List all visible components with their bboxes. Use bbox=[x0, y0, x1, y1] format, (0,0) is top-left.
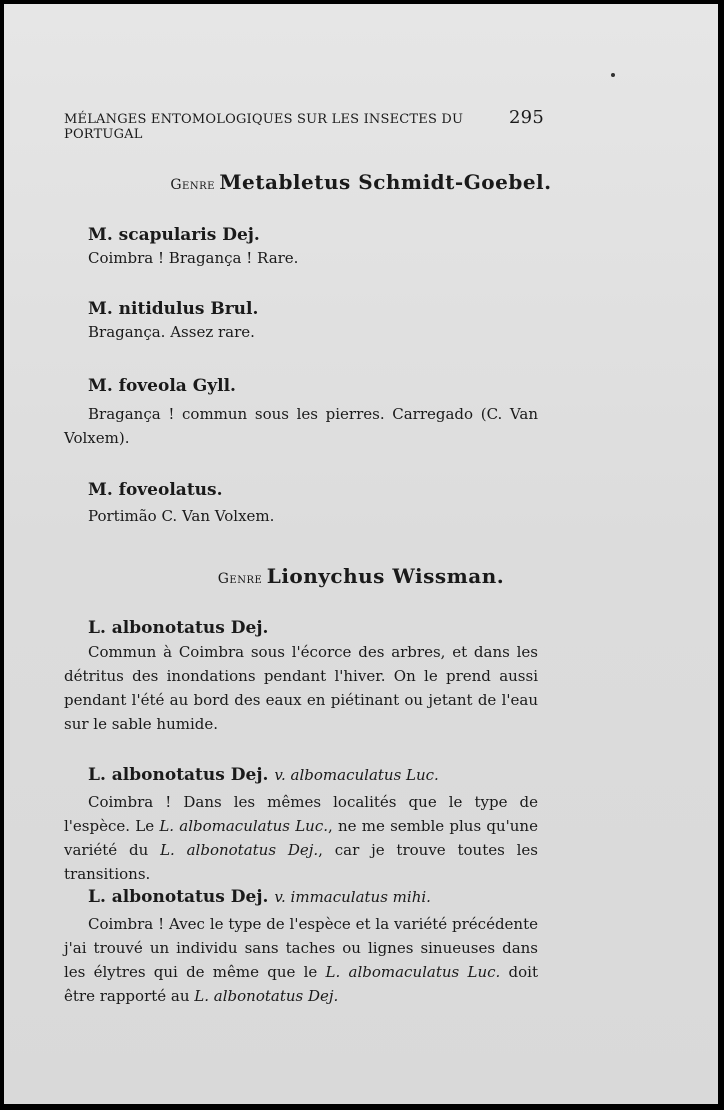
variety-name: v. immaculatus mihi. bbox=[274, 888, 431, 906]
species-text: Commun à Coimbra sous l'écorce des arbres, et dans les détritus des inondations pendant l'hiver. On le prend aussi pendant l'été au bord des eaux en piétinant ou jetant de l'eau sur le sable humide. bbox=[64, 643, 538, 733]
running-head-title: MÉLANGES ENTOMOLOGIQUES SUR LES INSECTES DU PORTUGAL bbox=[64, 112, 464, 142]
species-text: Coimbra ! Bragança ! Rare. bbox=[88, 249, 299, 267]
text-part: Coimbra ! Dans les mêmes localités que le type de l'espèce. Le bbox=[64, 793, 538, 835]
species-heading: M. scapularis Dej. bbox=[88, 225, 260, 245]
species-name: L. albonotatus Dej. bbox=[88, 765, 269, 785]
running-head bbox=[64, 107, 544, 142]
species-text: Portimão C. Van Volxem. bbox=[88, 507, 275, 525]
species-name: L. albonotatus Dej. bbox=[88, 887, 269, 907]
genus-heading-metabletus bbox=[4, 170, 718, 194]
taxon-italic: L. albonotatus Dej. bbox=[194, 987, 339, 1005]
speck-mark bbox=[611, 73, 615, 77]
genus-name: Lionychus Wissman. bbox=[266, 564, 505, 588]
taxon-italic: L. albomaculatus Luc. bbox=[159, 817, 329, 835]
species-heading: M. foveola Gyll. bbox=[88, 376, 236, 396]
genus-label: Genre bbox=[217, 571, 263, 587]
species-heading bbox=[88, 887, 431, 907]
variety-name: v. albomaculatus Luc. bbox=[274, 766, 439, 784]
text-part: Coimbra ! Avec le type de l'espèce et la variété précédente j'ai trouvé un individu sans taches ou lignes sinueuses dans les élytres qui de même que le bbox=[64, 915, 538, 981]
species-heading: L. albonotatus Dej. bbox=[88, 618, 269, 638]
species-text: Bragança ! commun sous les pierres. Carregado (C. Van Volxem). bbox=[64, 405, 538, 447]
species-text: Bragança. Assez rare. bbox=[88, 323, 255, 341]
species-heading bbox=[88, 765, 439, 785]
text-part: doit être rapporté au bbox=[64, 963, 538, 1005]
species-heading: M. nitidulus Brul. bbox=[88, 299, 259, 319]
species-text bbox=[64, 790, 538, 886]
taxon-italic: L. albomaculatus Luc. bbox=[325, 963, 501, 981]
text-part: , ne me semble plus qu'une variété du bbox=[64, 817, 538, 859]
species-heading: M. foveolatus. bbox=[88, 480, 223, 500]
genus-name: Metabletus Schmidt-Goebel. bbox=[219, 170, 552, 194]
genus-label: Genre bbox=[170, 177, 215, 193]
page-number: 295 bbox=[509, 107, 544, 128]
taxon-italic: L. albonotatus Dej. bbox=[160, 841, 319, 859]
book-page bbox=[4, 4, 718, 1104]
text-part: , car je trouve toutes les transitions. bbox=[64, 841, 538, 883]
species-text bbox=[64, 912, 538, 1008]
genus-heading-lionychus bbox=[4, 564, 718, 588]
